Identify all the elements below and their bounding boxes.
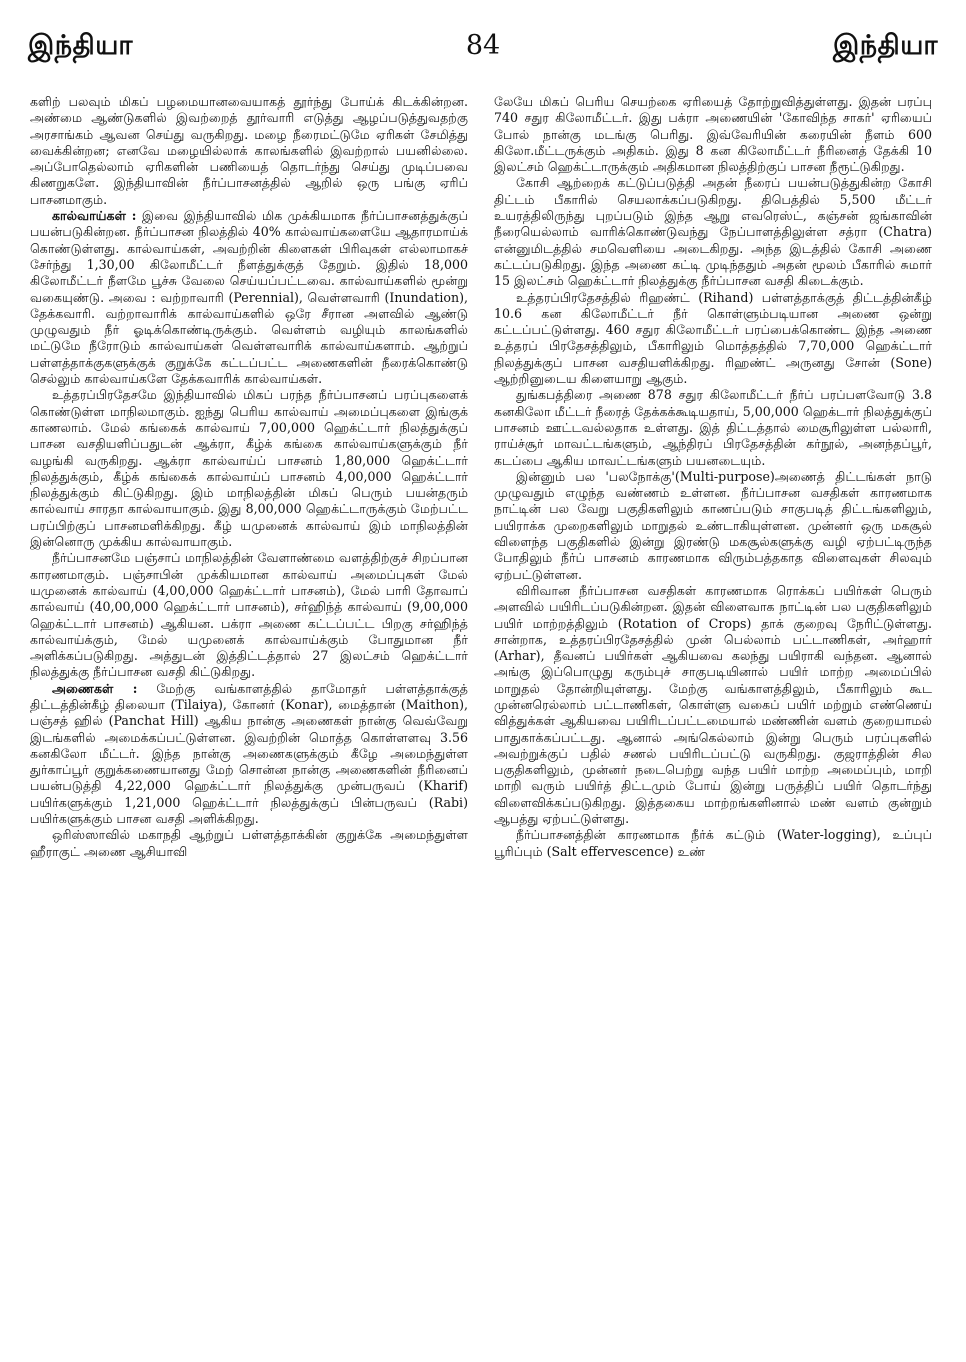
paragraph-dams [30, 681, 468, 828]
page-number: 84 [465, 30, 501, 61]
paragraph-multipurpose: இன்னும் பல 'பலநோக்கு'(Multi-purpose)அணைத் திட்டங்கள் நாடு முழுவதும் எழுந்த வண்ணம் உள்ளன. நீர்ப்பாசன வசதிகள் காரணமாக நாட்டின் பல வேறு பகுதிகளிலும் காணப்படும் சாகுபடித் திட்டங்களிலும், பயிராக்க முறைகளிலும் மாறுதல் உண்டாகியுள்ளன. முன்னர் ஒரு மகசூல் விளைந்த பகுதிகளில் இன்று இரண்டு மகசூல்களுக்கு வழி ஏற்பட்டிருந்த போதிலும் நீர்ப் பாசனம் காரணமாக விரும்பத்தகாத விளைவுகள் சிலவும் ஏற்பட்டுள்ளன. [494, 468, 932, 582]
paragraph-canals-text: இவை இந்தியாவில் மிக முக்கியமாக நீர்ப்பாசனத்துக்குப் பயன்படுகின்றன. நீர்ப்பாசன நிலத்தில் 40% கால்வாய்களையே ஆதாரமாய்க் கொண்டுள்ளது. கால்வாய்கள், அவற்றின் கிளைகள் பிரிவுகள் எல்லாமாகச் சேர்ந்து 1,30,00 கிலோமீட்டர் நீளத்துக்குத் தேறும். இதில் 18,000 கிலோமீட்டர் நீளமே பூச்சு வேலை செய்யப்பட்டவை. கால்வாய்களில் மூன்று வகையுண்டு. அவை : வற்றாவாரி (Perennial), வெள்ளவாரி (Inundation), தேக்கவாரி. வற்றாவாரிக் கால்வாய்களில் ஒரே சீரான அளவில் ஆண்டு முழுவதும் நீர் ஓடிக்கொண்டிருக்கும். வெள்ளம் வழியும் காலங்களில் மட்டுமே நீரோடும் கால்வாய்கள் வெள்ளவாரிக் கால்வாய்களாம். ஆற்றுப் பள்ளத்தாக்குகளுக்குக் குறுக்கே கட்டப்பட்ட அணைகளின் நீரைக்கொண்டு செல்லும் கால்வாய்களே தேக்கவாரிக் கால்வாய்கள். [30, 208, 468, 387]
paragraph-crop-rotation: விரிவான நீர்ப்பாசன வசதிகள் காரணமாக ரொக்கப் பயிர்கள் பெரும் அளவில் பயிரிடப்படுகின்றன. இதன் விளைவாக நாட்டின் பல பகுதிகளிலும் பயிர் மாற்றத்திலும் (Rotation of Crops) தாக் குறைவு நேரிட்டுள்ளது. சான்றாக, உத்தரப்பிரதேசத்தில் முன் பெல்லாம் பட்டாணிகள், அர்ஹார் (Arhar), தீவனப் பயிர்கள் ஆகியவை கலந்து பயிராகி வந்தன. ஆனால் அங்கு இப்பொழுது கரும்புச் சாகுபடியினால் பயிர் மாற்ற அமைப்பில் மாறுதல் தோன்றியுள்ளது. மேற்கு வங்காளத்திலும், பீகாரிலும் கூட முன்னரெல்லாம் பட்டாணிகள், கொள்ளு வகைப் பயிர் மற்றும் எண்ணெய் வித்துக்கள் ஆகியவை பயிரிடப்பட்டமையால் மண்ணின் வளம் குறையாமல் பாதுகாக்கப்பட்டது. ஆனால் அங்கெல்லாம் இன்று பெரும் பரப்புகளில் அவற்றுக்குப் பதில் சணல் பயிரிடப்பட்டு வருகிறது. குஜராத்தின் சில பகுதிகளிலும், முன்னர் நடைபெற்று வந்த பயிர் மாற்ற அமைப்பும், மாறி மாறி வரும் பயிர்த் திட்டமும் போய் இன்று பருத்திப் பயிர் தொடர்ந்து விளைவிக்கப்படுகிறது. இத்தகைய மாற்றங்களினால் மண் வளம் குன்றும் ஆபத்து ஏற்பட்டுள்ளது. [494, 582, 932, 827]
paragraph-punjab: நீர்ப்பாசனமே பஞ்சாப் மாநிலத்தின் வேளாண்மை வளத்திற்குச் சிறப்பான காரணமாகும். பஞ்சாபின் முக்கியமான கால்வாய் அமைப்புகள் மேல் யமுனைக் கால்வாய் (4,00,000 ஹெக்ட்டார் பாசனம்), மேல் பாரி தோவாப் கால்வாய் (40,00,000 ஹெக்ட்டார் பாசனம்), சர்ஹிந்த் கால்வாய் (9,00,000 ஹெக்ட்டார் பாசனம்) ஆகியன. பக்ரா அணை கட்டப்பட்ட பிறகு சர்ஹிந்த் கால்வாய்க்கும், மேல் யமுனைக் கால்வாய்க்கும் போதுமான நீர் அளிக்கப்படுகிறது. அத்துடன் இத்திட்டத்தால் 27 இலட்சம் ஹெக்ட்டார் நிலத்துக்கு நீர்ப்பாசன வசதி கிட்டுகிறது. [30, 550, 468, 680]
running-head-left: இந்தியா [28, 30, 133, 61]
paragraph-kosi: கோசி ஆற்றைக் கட்டுப்படுத்தி அதன் நீரைப் பயன்படுத்துகின்ற கோசி திட்டம் பீகாரில் செயலாக்கப்படுகிறது. திபெத்தில் 5,500 மீட்டர் உயரத்திலிருந்து புறப்படும் இந்த ஆறு எவரெஸ்ட், கஞ்சன் ஜங்காவின் நீரையெல்லாம் வாரிக்கொண்டுவந்து நேப்பாளத்திலுள்ள சத்ரா (Chatra) என்னுமிடத்தில் சமவெளியை அடைகிறது. அந்த இடத்தில் கோசி அணை கட்டப்படுகிறது. இந்த அணை கட்டி முடிந்ததும் அதன் மூலம் பீகாரில் சுமார் 15 இலட்சம் ஹெக்ட்டார் நிலத்துக்கு நீர்ப்பாசன வசதி கிடைக்கும். [494, 175, 932, 289]
paragraph-rihand: உத்தரப்பிரதேசத்தில் ரிஹண்ட் (Rihand) பள்ளத்தாக்குத் திட்டத்தின்கீழ் 10.6 கன கிலோமீட்டர் நீர் கொள்ளும்படியான அணை ஒன்று கட்டப்பட்டுள்ளது. 460 சதுர கிலோமீட்டர் பரப்பைக்கொண்ட இந்த அணை உத்தரப் பிரதேசத்திலும், பீகாரிலும் மொத்தத்தில் 7,70,000 ஹெக்ட்டார் நிலத்துக்குப் பாசன வசதியளிக்கிறது. ரிஹண்ட் அருனது சோன் (Sone) ஆற்றினுடைய கிளையாறு ஆகும். [494, 289, 932, 387]
section-heading-canals: கால்வாய்கள் : [52, 208, 137, 224]
right-column [494, 94, 932, 1330]
paragraph-orissa: ஒரிஸ்ஸாவில் மகாநதி ஆற்றுப் பள்ளத்தாக்கின் குறுக்கே அமைந்துள்ள ஹீராகுட் அணை ஆசியாவி [30, 827, 468, 859]
running-head-right: இந்தியா [833, 30, 938, 61]
section-heading-dams: அணைகள் : [52, 680, 138, 696]
paragraph-dams-text: மேற்கு வங்காளத்தில் தாமோதர் பள்ளத்தாக்குத் திட்டத்தின்கீழ் திலையா (Tilaiya), கோனர் (Konar), மைத்தான் (Maithon), பஞ்சத் ஹில் (Panchat Hill) ஆகிய நான்கு அணைகள் நான்கு வெவ்வேறு இடங்களில் அமைக்கப்பட்டுள்ளன. இவற்றின் மொத்த கொள்ளளவு 3.56 கனகிலோ மீட்டர். இந்த நான்கு அணைகளுக்கும் கீழே அமைந்துள்ள துர்காப்பூர் குறுக்கணையானது மேற் சொன்ன நான்கு அணைகளின் நீரினைப் பயன்படுத்தி 4,22,000 ஹெக்ட்டார் நிலத்துக்கு முன்பருவப் (Kharif) பயிர்களுக்கும் 1,21,000 ஹெக்ட்டார் நிலத்துக்குப் பின்பருவப் (Rabi) பயிர்களுக்கும் பாசன வசதி அளிக்கிறது. [30, 680, 468, 827]
paragraph-tungabhadra: துங்கபத்திரை அணை 878 சதுர கிலோமீட்டர் நீர்ப் பரப்பளவோடு 3.8 கனகிலோ மீட்டர் நீரைத் தேக்கக்கூடியதாய், 5,00,000 ஹெக்டார் நிலத்துக்குப் பாசனம் ஊட்டவல்லதாக உள்ளது. இத் திட்டத்தால் மைசூரிலுள்ள பல்லாரி, ராய்ச்சூர் மாவட்டங்களும், ஆந்திரப் பிரதேசத்தின் கர்நூல், அனந்தப்பூர், கடப்பை ஆகிய மாவட்டங்களும் பயனடையும். [494, 387, 932, 468]
left-column [30, 94, 468, 1330]
paragraph-uttar-pradesh: உத்தரப்பிரதேசமே இந்தியாவில் மிகப் பரந்த நீர்ப்பாசனப் பரப்புகளைக் கொண்டுள்ள மாநிலமாகும். ஐந்து பெரிய கால்வாய் அமைப்புகளை இங்குக் காணலாம். மேல் கங்கைக் கால்வாய் 7,00,000 ஹெக்ட்டார் நிலத்துக்குப் பாசன வசதியளிப்பதுடன் ஆக்ரா, கீழ்க் கங்கை கால்வாய்களுக்கும் நீர் வழங்கி வருகிறது. ஆக்ரா கால்வாய்ப் பாசனம் 1,80,000 ஹெக்ட்டார் நிலத்துக்கும், கீழ்க் கங்கைக் கால்வாய்ப் பாசனம் 4,00,000 ஹெக்ட்டார் நிலத்துக்கும் கிட்டுகிறது. இம் மாநிலத்தின் மிகப் பெரும் பயன்தரும் கால்வாய் சாரதா கால்வாயாகும். இது 8,00,000 ஹெக்ட்டாருக்கும் மேற்பட்ட பரப்பிற்குப் பாசனமளிக்கிறது. கீழ் யமுனைக் கால்வாய் இம் மாநிலத்தின் இன்னொரு முக்கிய கால்வாயாகும். [30, 387, 468, 550]
paragraph-waterlogging: நீர்ப்பாசனத்தின் காரணமாக நீர்க் கட்டும் (Water-logging), உப்புப் பூரிப்பும் (Salt effervescence) உண் [494, 827, 932, 859]
page-header [28, 30, 938, 80]
paragraph-tank-irrigation: களிற் பலவும் மிகப் பழமையானவையாகத் தூர்ந்து போய்க் கிடக்கின்றன. அண்மை ஆண்டுகளில் இவற்றைத் தூர்வாரி எடுத்து ஆழப்படுத்துவதற்கு அரசாங்கம் ஆவன செய்து வருகிறது. மழை நீரைமட்டுமே ஏரிகள் சேமித்து வைக்கின்றன; எனவே மழையில்லாக் காலங்களில் இவற்றால் பயனில்லை. அப்போதெல்லாம் ஏரிகளின் பணியைத் தொடர்ந்து செய்து முடிப்பவை கிணறுகளே. இந்தியாவின் நீர்ப்பாசனத்தில் ஆறில் ஒரு பங்கு ஏரிப் பாசனமாகும். [30, 94, 468, 207]
paragraph-canals [30, 208, 468, 387]
paragraph-hirakud: லேயே மிகப் பெரிய செயற்கை ஏரியைத் தோற்றுவித்துள்ளது. இதன் பரப்பு 740 சதுர கிலோமீட்டர். இது பக்ரா அணையின் 'கோவிந்த சாகர்' ஏரியைப் போல் நான்கு மடங்கு பெரிது. இவ்வேரியின் கரையின் நீளம் 600 கிலோ.மீட்டருக்கும் அதிகம். இது 8 கன கிலோமீட்டர் நீரினைத் தேக்கி 10 இலட்சம் ஹெக்ட்டாருக்கும் அதிகமான நிலத்திற்குப் பாசன நீரூட்டுகிறது. [494, 94, 932, 175]
